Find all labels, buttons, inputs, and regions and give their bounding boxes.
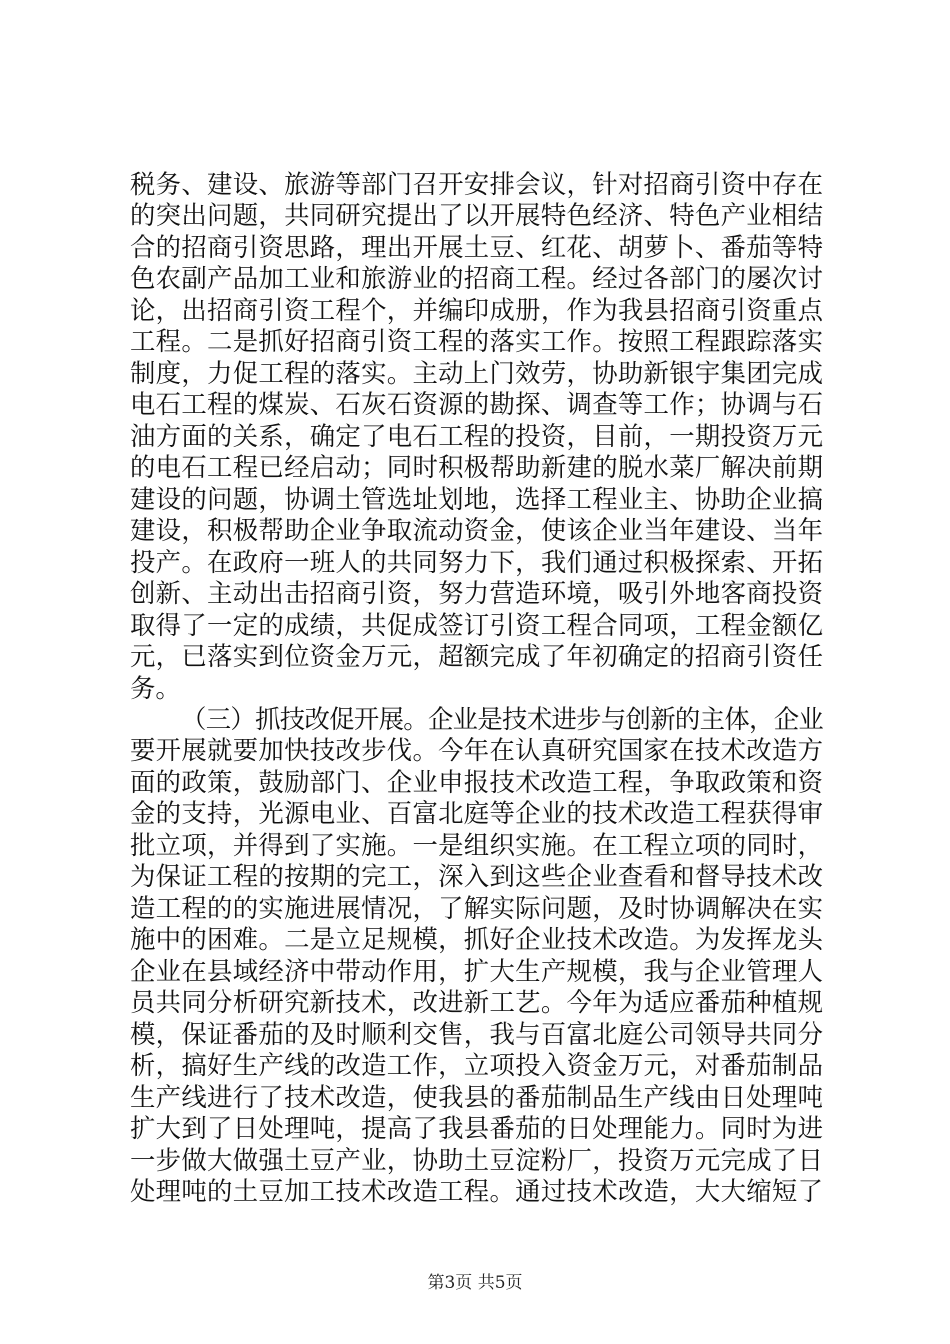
text-line: 的突出问题，共同研究提出了以开展特色经济、特色产业相结	[130, 200, 823, 231]
text-line-paragraph-end: 务。	[130, 672, 181, 703]
text-line: 要开展就要加快技改步伐。今年在认真研究国家在技术改造方	[130, 735, 823, 766]
text-line: 扩大到了日处理吨，提高了我县番茄的日处理能力。同时为进	[130, 1113, 823, 1144]
document-body	[130, 169, 823, 1207]
text-line: 电石工程的煤炭、石灰石资源的勘探、调查等工作；协调与石	[130, 389, 823, 420]
text-line: 批立项，并得到了实施。一是组织实施。在工程立项的同时，	[130, 829, 823, 860]
text-line: 为保证工程的按期的完工，深入到这些企业查看和督导技术改	[130, 861, 823, 892]
page-number-footer: 第3页 共5页	[427, 1273, 523, 1293]
text-line: 的电石工程已经启动；同时积极帮助新建的脱水菜厂解决前期	[130, 452, 823, 483]
text-line: 投产。在政府一班人的共同努力下，我们通过积极探索、开拓	[130, 546, 823, 577]
text-line: 论，出招商引资工程个，并编印成册，作为我县招商引资重点	[130, 294, 823, 325]
text-line: 元，已落实到位资金万元，超额完成了年初确定的招商引资任	[130, 641, 823, 672]
text-line-paragraph-start: （三）抓技改促开展。企业是技术进步与创新的主体，企业	[181, 703, 823, 734]
text-line: 企业在县域经济中带动作用，扩大生产规模，我与企业管理人	[130, 955, 823, 986]
text-line: 合的招商引资思路，理出开展土豆、红花、胡萝卜、番茄等特	[130, 231, 823, 262]
text-line: 建设，积极帮助企业争取流动资金，使该企业当年建设、当年	[130, 515, 823, 546]
text-line: 工程。二是抓好招商引资工程的落实工作。按照工程跟踪落实	[130, 326, 823, 357]
text-line: 金的支持，光源电业、百富北庭等企业的技术改造工程获得审	[130, 798, 823, 829]
text-line: 色农副产品加工业和旅游业的招商工程。经过各部门的屡次讨	[130, 263, 823, 294]
text-line: 生产线进行了技术改造，使我县的番茄制品生产线由日处理吨	[130, 1081, 823, 1112]
text-line: 制度，力促工程的落实。主动上门效劳，协助新银宇集团完成	[130, 357, 823, 388]
text-line: 一步做大做强土豆产业，协助土豆淀粉厂，投资万元完成了日	[130, 1144, 823, 1175]
text-line: 油方面的关系，确定了电石工程的投资，目前，一期投资万元	[130, 420, 823, 451]
text-line: 取得了一定的成绩，共促成签订引资工程合同项，工程金额亿	[130, 609, 823, 640]
text-line: 析，搞好生产线的改造工作，立项投入资金万元，对番茄制品	[130, 1050, 823, 1081]
text-line: 处理吨的土豆加工技术改造工程。通过技术改造，大大缩短了	[130, 1176, 823, 1206]
text-line: 建设的问题，协调土管选址划地，选择工程业主、协助企业搞	[130, 483, 823, 514]
text-line: 施中的困难。二是立足规模，抓好企业技术改造。为发挥龙头	[130, 924, 823, 955]
text-line: 创新、主动出击招商引资，努力营造环境，吸引外地客商投资	[130, 578, 823, 609]
text-line: 税务、建设、旅游等部门召开安排会议，针对招商引资中存在	[130, 169, 823, 199]
text-line: 造工程的的实施进展情况，了解实际问题，及时协调解决在实	[130, 892, 823, 923]
text-line: 面的政策，鼓励部门、企业申报技术改造工程，争取政策和资	[130, 766, 823, 797]
text-line: 员共同分析研究新技术，改进新工艺。今年为适应番茄种植规	[130, 987, 823, 1018]
text-line: 模，保证番茄的及时顺利交售，我与百富北庭公司领导共同分	[130, 1018, 823, 1049]
